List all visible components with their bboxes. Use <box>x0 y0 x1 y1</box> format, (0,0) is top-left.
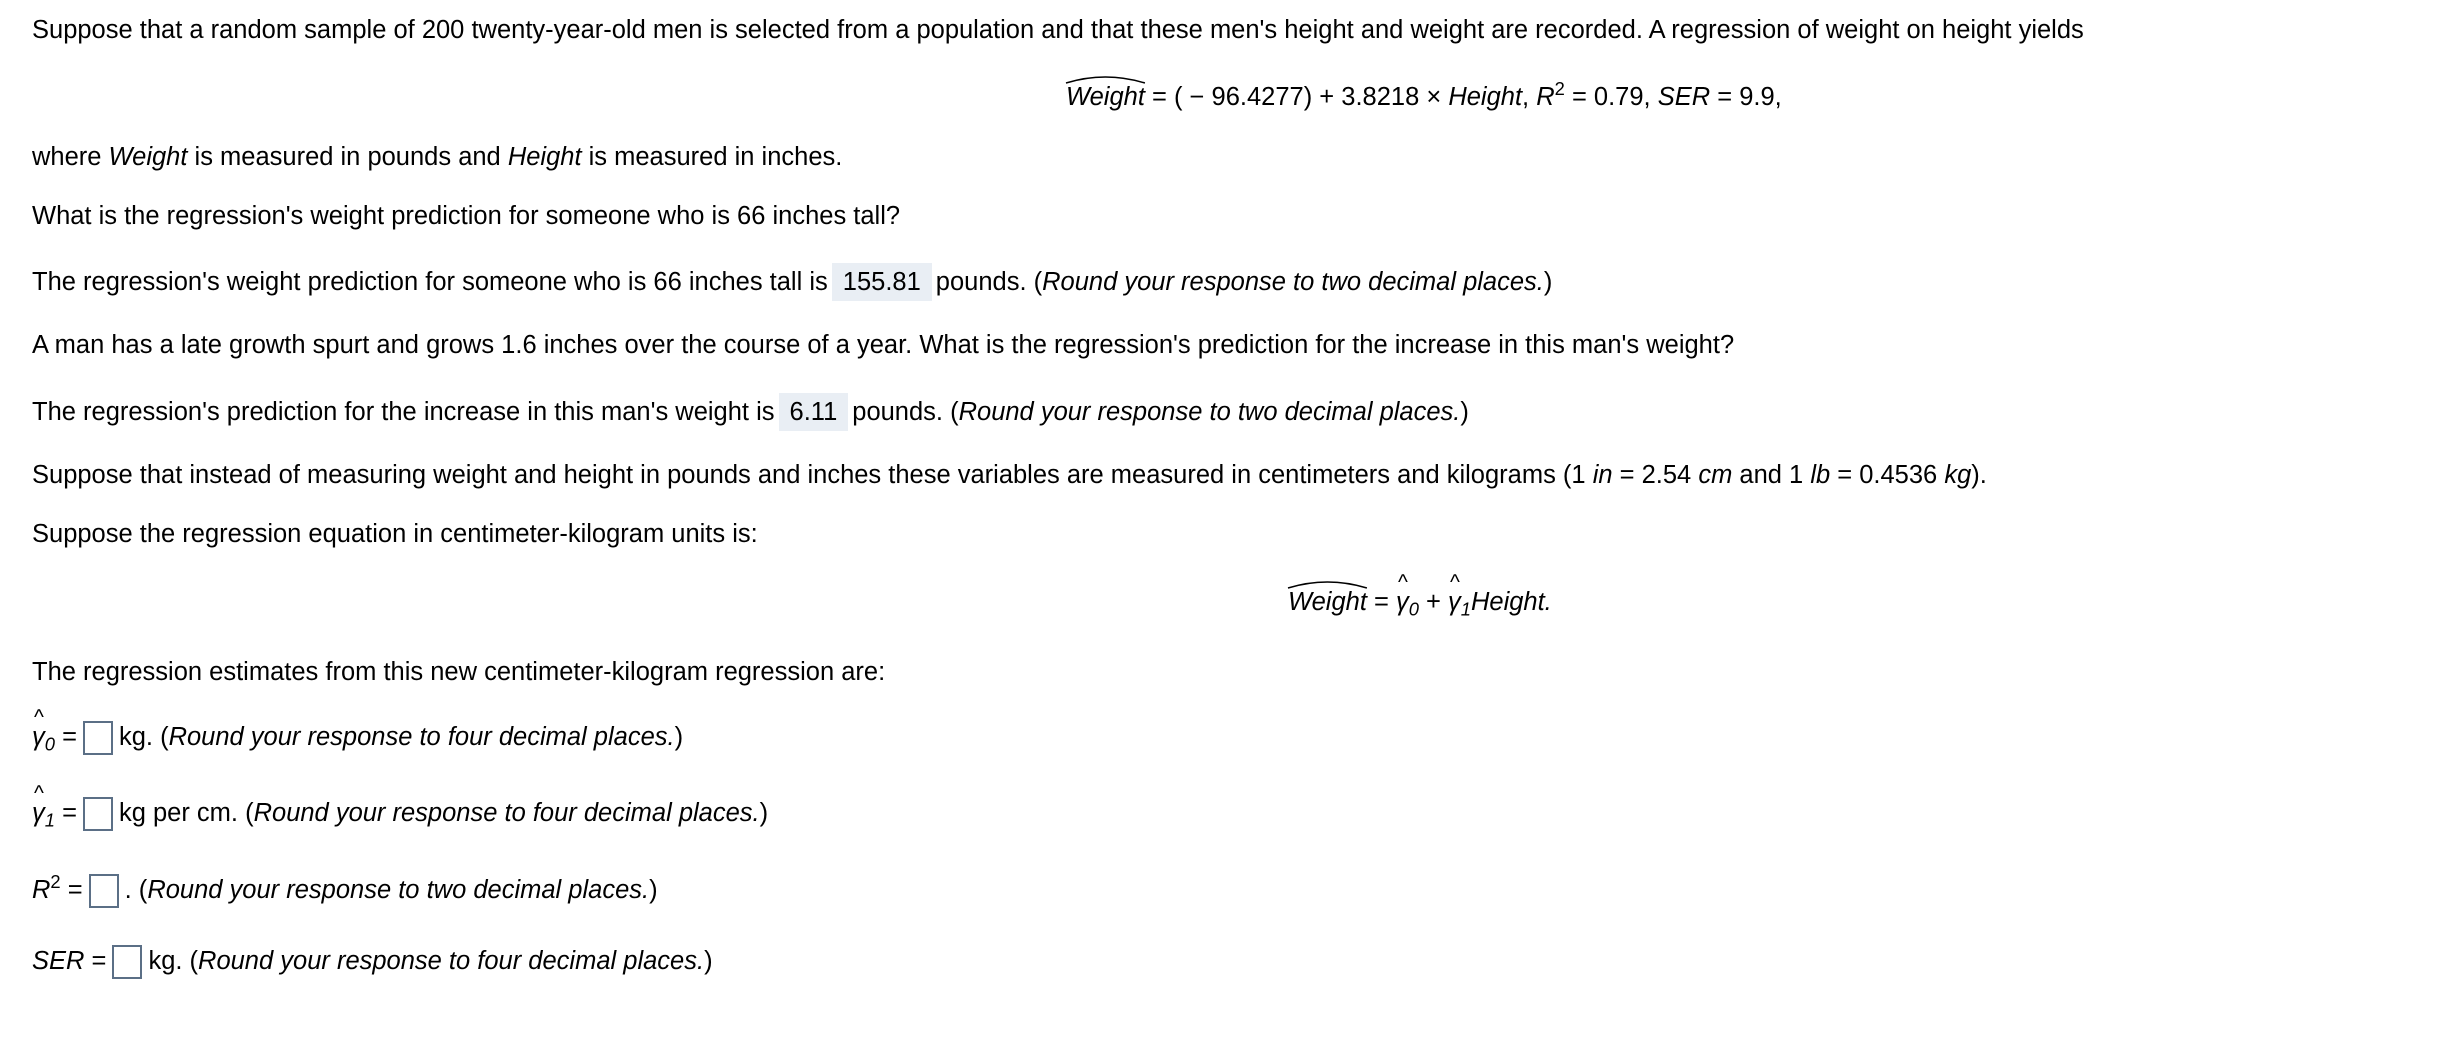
r2-unit: . ( <box>124 876 148 904</box>
question-2: A man has a late growth spurt and grows 1.6 inches over the course of a year. What is the regression's prediction for the increase in this man's weight? <box>32 331 1735 359</box>
gamma1-row <box>32 782 769 831</box>
units-lb: lb <box>1810 461 1831 489</box>
units-line <box>32 458 1987 492</box>
gamma0-sub: 0 <box>44 733 55 755</box>
weight-hat <box>1066 80 1145 114</box>
estimates-intro: The regression estimates from this new centimeter-kilogram regression are: <box>32 658 886 686</box>
answer-1-close: ) <box>1543 268 1553 296</box>
eq1-ser: SER <box>1657 83 1711 111</box>
hat-icon: ^ <box>34 706 44 729</box>
where-line <box>32 140 842 174</box>
eq1-height-var: Height <box>1448 83 1523 111</box>
answer-1-unit: pounds. ( <box>935 268 1043 296</box>
gamma0-unit: kg. ( <box>118 723 169 751</box>
gamma0-note: Round your response to four decimal places. <box>168 723 675 751</box>
where-height: Height <box>507 143 582 171</box>
answer-2-line <box>32 393 1469 431</box>
ser-note: Round your response to four decimal places. <box>198 947 705 975</box>
units-pre: Suppose that instead of measuring weight and height in pounds and inches these variables are measured in centimeters and kilograms (1 <box>32 461 1593 489</box>
hat-icon: ^ <box>34 782 44 805</box>
gamma0-symbol <box>32 706 55 755</box>
eq2-lhs: Weight <box>1288 588 1367 616</box>
r2-eq: = <box>67 876 83 904</box>
hat-icon: ^ <box>1397 571 1408 594</box>
units-in: in <box>1592 461 1613 489</box>
gamma1-letter: γ <box>32 799 45 827</box>
r2-note: Round your response to two decimal places. <box>147 876 650 904</box>
where-pre: where <box>32 143 109 171</box>
eq2-plus: + <box>1418 588 1448 616</box>
problem-intro: Suppose that a random sample of 200 twenty-year-old men is selected from a population and that these men's height and weight are recorded. A regression of weight on height yields <box>32 16 2084 44</box>
regression-equation-cm <box>1288 571 1552 620</box>
where-post: is measured in inches. <box>581 143 843 171</box>
ser-label: SER <box>32 947 85 975</box>
gamma1-eq: = <box>62 799 77 827</box>
answer-1-value[interactable]: 155.81 <box>832 263 932 301</box>
eq1-eq-sign: = <box>1144 83 1174 111</box>
r2-exp: 2 <box>50 870 61 892</box>
ser-row <box>32 944 713 979</box>
gamma0-close: ) <box>674 723 684 751</box>
answer-2-pre: The regression's prediction for the increase in this man's weight is <box>32 398 775 426</box>
gamma1-input[interactable] <box>83 797 113 831</box>
answer-1-note: Round your response to two decimal places. <box>1042 268 1544 296</box>
units-cm: cm <box>1698 461 1733 489</box>
units-post: ). <box>1971 461 1987 489</box>
ser-eq: = <box>91 947 107 975</box>
units-eq1: = 2.54 <box>1612 461 1699 489</box>
answer-2-note: Round your response to two decimal places. <box>958 398 1461 426</box>
gamma1-symbol <box>32 782 55 831</box>
eq2-g1: γ <box>1448 588 1461 616</box>
eq2-g0: γ <box>1395 588 1409 616</box>
r2-close: ) <box>649 876 658 904</box>
gamma0-input[interactable] <box>83 721 113 755</box>
ser-unit: kg. ( <box>148 947 199 975</box>
hat-icon: ^ <box>1450 571 1460 594</box>
answer-1-line <box>32 263 1552 301</box>
regression-equation-inches <box>1066 77 1782 114</box>
answer-1-pre: The regression's weight prediction for someone who is 66 inches tall is <box>32 268 828 296</box>
eq1-lhs: Weight <box>1066 83 1145 111</box>
wide-hat-icon <box>1066 73 1145 85</box>
gamma1-unit: kg per cm. ( <box>118 799 254 827</box>
answer-2-unit: pounds. ( <box>852 398 959 426</box>
eq2-eq-sign: = <box>1366 588 1396 616</box>
answer-2-close: ) <box>1460 398 1469 426</box>
eq2-gamma0 <box>1395 571 1419 620</box>
units-eq2: = 0.4536 <box>1830 461 1945 489</box>
eq1-r2-value: = 0.79, <box>1564 83 1658 111</box>
ser-close: ) <box>704 947 713 975</box>
eq2-g0-sub: 0 <box>1408 598 1419 620</box>
gamma1-close: ) <box>759 799 769 827</box>
gamma0-row <box>32 706 684 755</box>
gamma0-eq: = <box>62 723 77 751</box>
gamma0-letter: γ <box>32 723 45 751</box>
eq2-gamma1 <box>1448 571 1471 620</box>
eq1-r2-exp: 2 <box>1554 77 1565 99</box>
where-weight: Weight <box>108 143 188 171</box>
suppose-line: Suppose the regression equation in centimeter-kilogram units is: <box>32 520 758 548</box>
units-kg: kg <box>1944 461 1972 489</box>
gamma1-note: Round your response to four decimal places. <box>253 799 760 827</box>
where-mid: is measured in pounds and <box>187 143 508 171</box>
weight-hat-2 <box>1288 585 1367 619</box>
eq1-ser-value: = 9.9, <box>1710 83 1782 111</box>
eq1-comma: , <box>1522 83 1537 111</box>
eq1-intercept: ( − 96.4277) <box>1173 83 1313 111</box>
answer-2-value[interactable]: 6.11 <box>779 393 849 431</box>
ser-input[interactable] <box>112 945 142 979</box>
gamma1-sub: 1 <box>44 809 55 831</box>
question-1: What is the regression's weight prediction for someone who is 66 inches tall? <box>32 202 901 230</box>
r2-input[interactable] <box>89 874 119 908</box>
eq1-r2: R <box>1536 83 1555 111</box>
wide-hat-icon <box>1288 578 1367 590</box>
r2-base: R <box>32 876 51 904</box>
eq1-slope: + 3.8218 × <box>1312 83 1449 111</box>
eq2-rhs: Height. <box>1470 588 1552 616</box>
units-mid: and 1 <box>1732 461 1811 489</box>
r2-row <box>32 870 658 908</box>
eq2-g1-sub: 1 <box>1460 598 1471 620</box>
